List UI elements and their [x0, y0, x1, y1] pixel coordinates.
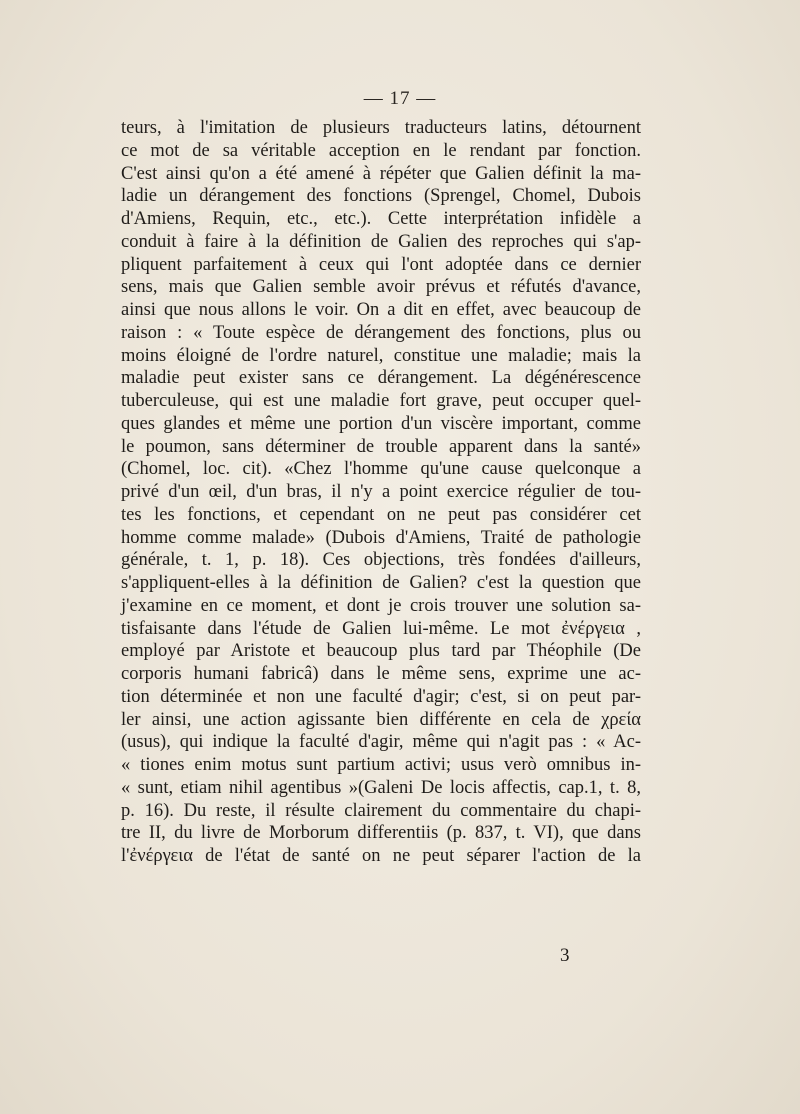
text-line: p. 16). Du reste, il résulte clairement du commentaire du chapi- — [121, 800, 641, 821]
text-line: conduit à faire à la définition de Galien des reproches qui s'ap- — [121, 231, 641, 252]
text-line: homme comme malade» (Dubois d'Amiens, Traité de pathologie — [121, 527, 641, 548]
text-line: j'examine en ce moment, et dont je crois trouver une solution sa- — [121, 595, 641, 616]
text-line: d'Amiens, Requin, etc., etc.). Cette interprétation infidèle a — [121, 209, 641, 229]
text-line: tuberculeuse, qui est une maladie fort grave, peut occuper quel- — [121, 391, 641, 411]
text-line: moins éloigné de l'ordre naturel, constitue une maladie; mais la — [121, 345, 641, 366]
text-line: pliquent parfaitement à ceux qui l'ont adoptée dans ce dernier — [121, 254, 641, 275]
text-line: tisfaisante dans l'étude de Galien lui-même. Le mot ἐνέργεια , — [121, 618, 641, 639]
text-line: s'appliquent-elles à la définition de Galien? c'est la question que — [121, 573, 641, 593]
body-text — [121, 117, 641, 868]
text-line: ainsi que nous allons le voir. On a dit en effet, avec beaucoup de — [121, 300, 641, 320]
text-line: générale, t. 1, p. 18). Ces objections, très fondées d'ailleurs, — [121, 550, 641, 571]
text-line: l'ἐνέργεια de l'état de santé on ne peut séparer l'action de la — [121, 846, 641, 866]
text-line: C'est ainsi qu'on a été amené à répéter que Galien définit la ma- — [121, 163, 641, 184]
text-line: « sunt, etiam nihil agentibus »(Galeni De locis affectis, cap.1, t. 8, — [121, 777, 641, 798]
text-line: ques glandes et même une portion d'un viscère important, comme — [121, 413, 641, 434]
text-line: tre II, du livre de Morborum differentiis (p. 837, t. VI), que dans — [121, 823, 641, 844]
text-line: corporis humani fabricâ) dans le même sens, exprime une ac- — [121, 664, 641, 684]
text-line: ladie un dérangement des fonctions (Sprengel, Chomel, Dubois — [121, 186, 641, 207]
text-line: tes les fonctions, et cependant on ne peut pas considérer cet — [121, 504, 641, 525]
text-line: privé d'un œil, d'un bras, il n'y a point exercice régulier de tou- — [121, 482, 641, 502]
text-line: (usus), qui indique la faculté d'agir, même qui n'agit pas : « Ac- — [121, 732, 641, 753]
text-line: ler ainsi, une action agissante bien différente en cela de χρεία — [121, 709, 641, 730]
text-line: tion déterminée et non une faculté d'agir; c'est, si on peut par- — [121, 686, 641, 707]
text-line: « tiones enim motus sunt partium activi; usus verò omnibus in- — [121, 755, 641, 775]
page-number: — 17 — — [363, 88, 437, 109]
text-line: raison : « Toute espèce de dérangement des fonctions, plus ou — [121, 322, 641, 343]
text-line: teurs, à l'imitation de plusieurs traducteurs latins, détournent — [121, 118, 641, 138]
text-line: employé par Aristote et beaucoup plus tard par Théophile (De — [121, 641, 641, 662]
text-line: ce mot de sa véritable acception en le rendant par fonction. — [121, 140, 641, 161]
text-line: (Chomel, loc. cit). «Chez l'homme qu'une cause quelconque a — [121, 459, 641, 480]
signature-mark: 3 — [560, 945, 570, 966]
text-line: sens, mais que Galien semble avoir prévus et réfutés d'avance, — [121, 277, 641, 298]
text-line: le poumon, sans déterminer de trouble apparent dans la santé» — [121, 436, 641, 457]
text-line: maladie peut exister sans ce dérangement. La dégénérescence — [121, 368, 641, 389]
